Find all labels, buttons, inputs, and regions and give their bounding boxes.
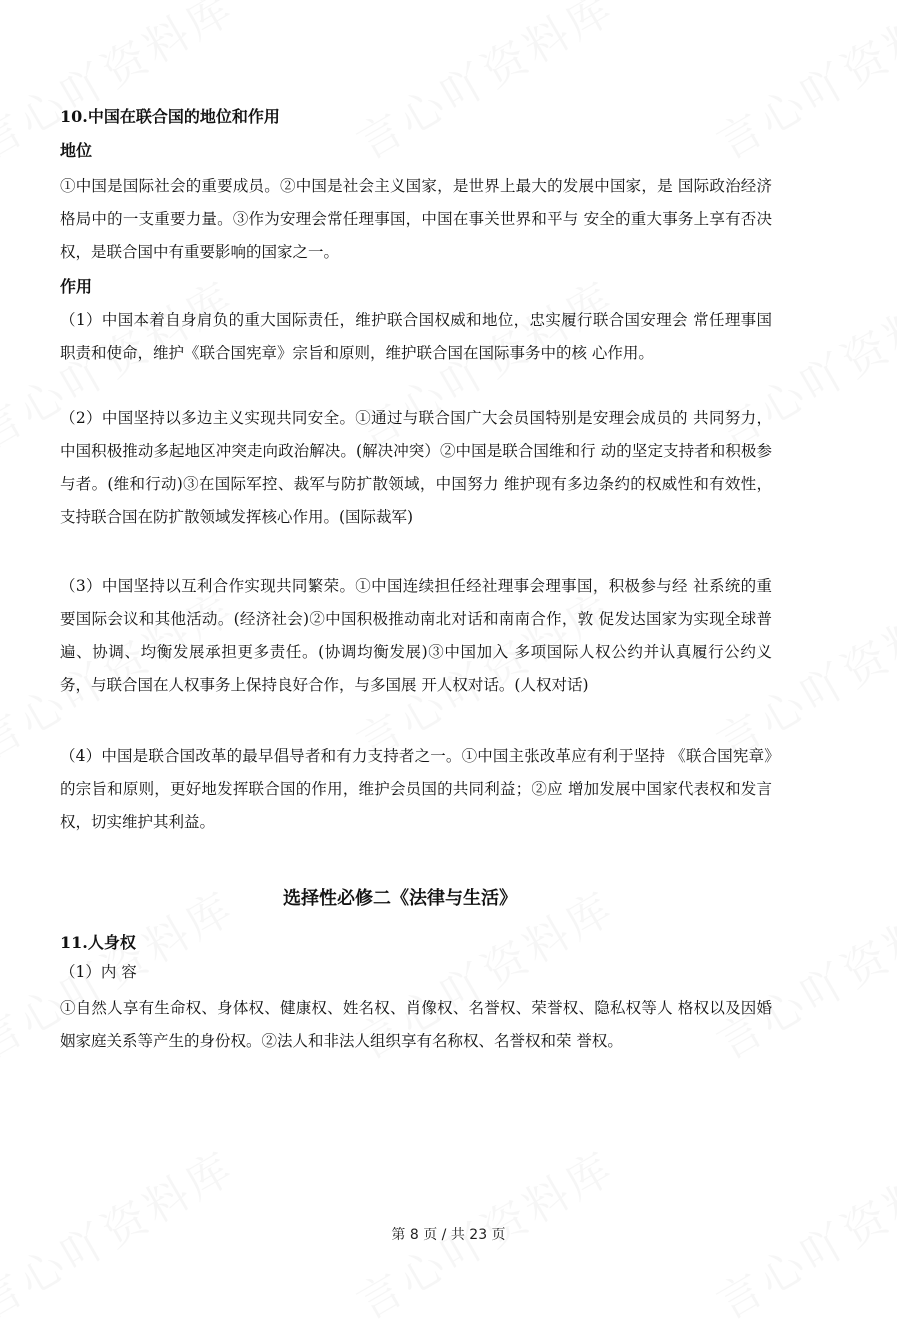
role-item-2: （2）中国坚持以多边主义实现共同安全。①通过与联合国广大会员国特别是安理会成员的 共同努力，中国积极推动多起地区冲突走向政治解决。(解决冲突）②中国是联合国维和行 动的坚定支持者和积极参与者。(维和行动)③在国际军控、裁军与防扩散领域，中国努力 维护现有多边条约的权威性和有效性，支持联合国在防扩散领域发挥核心作用。(国际裁军)	[60, 409, 772, 526]
page-footer: 第 8 页 / 共 23 页	[391, 1227, 506, 1243]
module-title: 选择性必修二《法律与生活》	[283, 888, 517, 909]
status-paragraph: ①中国是国际社会的重要成员。②中国是社会主义国家，是世界上最大的发展中国家，是 国际政治经济格局中的一支重要力量。③作为安理会常任理事国，中国在事关世界和平与 安全的重大事务上享有否决权，是联合国中有重要影响的国家之一。	[60, 177, 772, 261]
section-11-subheading: （1）内 容	[60, 963, 137, 981]
section-10-title: 10.中国在联合国的地位和作用	[60, 107, 280, 126]
role-item-3: （3）中国坚持以互利合作实现共同繁荣。①中国连续担任经社理事会理事国，积极参与经 社系统的重要国际会议和其他活动。(经济社会)②中国积极推动南北对话和南南合作，敦 促发达国家为实现全球普遍、协调、均衡发展承担更多责任。(协调均衡发展)③中国加入 多项国际人权公约并认真履行公约义务，与联合国在人权事务上保持良好合作，与多国展 开人权对话。(人权对话)	[60, 577, 772, 694]
status-heading: 地位	[60, 141, 93, 160]
section-11-paragraph: ①自然人享有生命权、身体权、健康权、姓名权、肖像权、名誉权、荣誉权、隐私权等人 格权以及因婚姻家庭关系等产生的身份权。②法人和非法人组织享有名称权、名誉权和荣 誉权。	[60, 999, 772, 1050]
role-item-1: （1）中国本着自身肩负的重大国际责任，维护联合国权威和地位，忠实履行联合国安理会 常任理事国职责和使命，维护《联合国宪章》宗旨和原则，维护联合国在国际事务中的核 心作用。	[60, 311, 772, 362]
section-11-title: 11.人身权	[60, 933, 136, 952]
role-heading: 作用	[60, 277, 93, 296]
role-item-4: （4）中国是联合国改革的最早倡导者和有力支持者之一。①中国主张改革应有利于坚持 《联合国宪章》的宗旨和原则，更好地发挥联合国的作用，维护会员国的共同利益；②应 增加发展中国家代表权和发言权，切实维护其利益。	[60, 747, 772, 831]
